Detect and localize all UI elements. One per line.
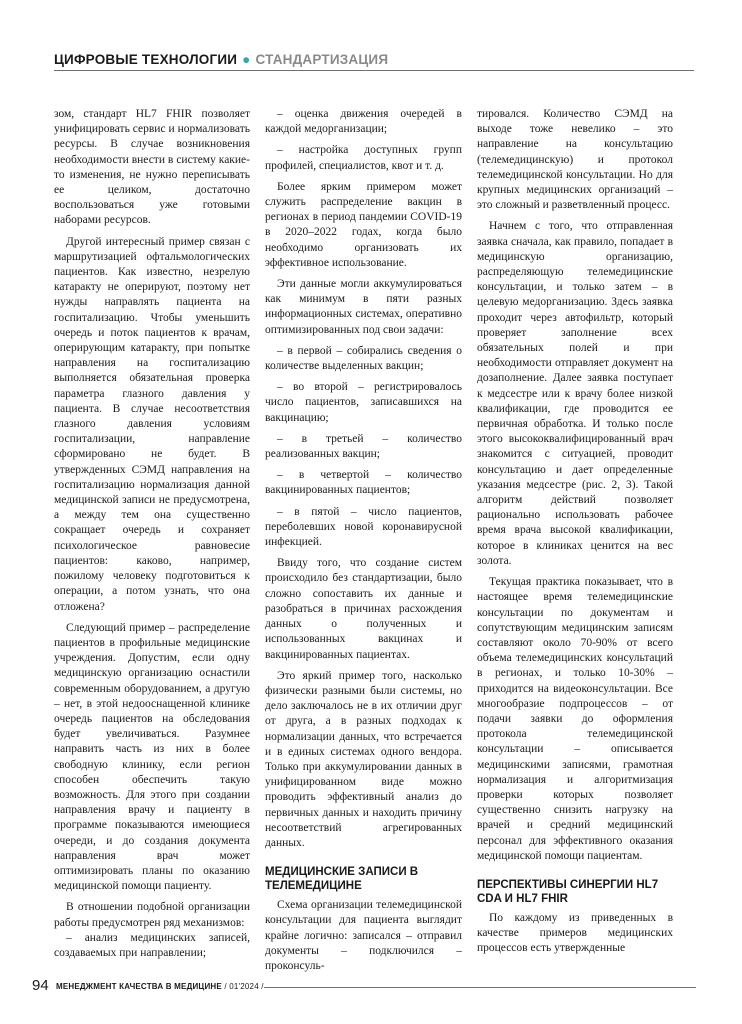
- text-column-2: [265, 107, 462, 974]
- list-item: – в пятой – число пациентов, переболевших новой коронавирусной инфекцией.: [265, 505, 462, 549]
- paragraph: Это яркий пример того, насколько физически разными были системы, но дело заключалось не в их отличии друг от друга, а в разных подходах к нормализации данных, что встречается и в единых системах одного вендора. Только при аккумулировании данных в унифицированном виде можно проводить эффективный анализ до первичных данных и находить причину несоответствий агрегированных данных.: [265, 669, 462, 849]
- paragraph: Другой интересный пример связан с маршрутизацией офтальмологических пациентов. Как известно, незрелую катаракту не оперируют, поэтому нет нужды направлять пациента на госпитализацию. Чтобы уменьшить очередь и поток пациентов к врачам, оперирующим катаракту, при попытке направления на госпитализацию выполняется обязательная проверка параметра глазного давления у пациента. В случае несоответствия глазного давления условиям госпитализации, направление сформировано не будет. В утвержденных СЭМД направления на госпитализацию нормализация данной медицинской записи не предусмотрена, а между тем она существенно сокращает очередь и сохраняет психологическое равновесие пациентов: каково, например, пожилому человеку подготовиться к операции, а потом узнать, что она отложена?: [54, 235, 250, 613]
- list-item: – оценка движения очередей в каждой медорганизации;: [265, 108, 462, 136]
- paragraph: Эти данные могли аккумулироваться как минимум в пяти разных информационных системах, оперативно оптимизированных под свои задачи:: [265, 278, 462, 336]
- journal-title: [56, 982, 264, 991]
- journal-issue: / 01'2024 /: [224, 982, 264, 991]
- subsection-label: СТАНДАРТИЗАЦИЯ: [255, 52, 389, 67]
- section-heading: ПЕРСПЕКТИВЫ СИНЕРГИИ HL7 CDA И HL7 FHIR: [477, 878, 659, 905]
- paragraph: Текущая практика показывает, что в настоящее время телемедицинские консультации по документам и сопутствующим медицинским записям составляют около 70-90% от всего объема телемедицинских консультаций в регионах, и только 10-30% – приходится на видеоконсультации. Все многообразие подпроцессов – от подачи заявки до оформления протокола телемедицинской консультации – описывается медицинскими записями, грамотная нормализация и алгоритмизация проверки которых позволяет существенно снизить нагрузку на врачей и средний медицинский персонал для эффективного оказания медицинской помощи пациентам.: [477, 576, 673, 862]
- text-column-3: [477, 107, 673, 957]
- list-item: – в четвертой – количество вакцинированных пациентов;: [265, 469, 462, 497]
- footer-rule: [264, 987, 696, 988]
- paragraph: В отношении подобной организации работы предусмотрен ряд механизмов:: [54, 901, 250, 929]
- text-column-1: [54, 107, 250, 961]
- list-item: – настройка доступных групп профилей, специалистов, квот и т. д.: [265, 144, 462, 172]
- separator-dot-icon: ●: [242, 52, 251, 67]
- list-item: – в первой – собирались сведения о количестве выделенных вакцин;: [265, 344, 462, 373]
- paragraph: тировался. Количество СЭМД на выходе тоже невелико – это направление на консультацию (телемедицинскую) и протокол телемедицинской консультации. Но для крупных медицинских организаций – это сложный и разветвленный процесс.: [477, 108, 673, 212]
- page-header: [54, 50, 694, 72]
- paragraph: Ввиду того, что создание систем происходило без стандартизации, было сложно сопоставить их данные и разобраться в причинах расхождения данных о полученных и использованных вакцинах и вакцинированных пациентах.: [265, 557, 462, 661]
- header-rule: [54, 70, 694, 71]
- paragraph: По каждому из приведенных в качестве примеров медицинских процессов есть утвержденные: [477, 911, 673, 955]
- section-label: ЦИФРОВЫЕ ТЕХНОЛОГИИ: [54, 52, 238, 67]
- paragraph: Более ярким примером может служить распределение вакцин в регионах в период пандемии COVID-19 в 2020–2022 годах, когда было необходимо организовать их эффективное использование.: [265, 180, 462, 269]
- journal-name: МЕНЕДЖМЕНТ КАЧЕСТВА В МЕДИЦИНЕ: [56, 982, 222, 991]
- running-head: [54, 52, 388, 67]
- paragraph: Следующий пример – распределение пациентов в профильные медицинские учреждения. Допустим, если одну медицинскую организацию оснастили современным оборудованием, а другую – нет, в этой недооснащенной клинике очередь пациентов на обследования будет увеличиваться. Разумнее направить часть из них в более свободную клинику, если регион способен обеспечить такую возможность. Для этого при создании направления врачу и пациенту в программе показываются имеющиеся очереди, и до создания документа направления врач может оптимизировать планы по оказанию медицинской помощи пациенту.: [54, 621, 250, 893]
- section-heading: МЕДИЦИНСКИЕ ЗАПИСИ В ТЕЛЕМЕДИЦИНЕ: [265, 866, 419, 893]
- paragraph: Начнем с того, что отправленная заявка сначала, как правило, попадает в медицинскую организацию, распределяющую телемедицинские консультации, и только затем – в целевую медорганизацию. Здесь заявка проходит через автофильтр, который проверяет заполнение всех обязательных полей и при необходимости отправляет документ на дозаполнение. Далее заявка поступает к медсестре или к врачу более низкой квалификации, где проводится ее первичная обработка. И только после этого высококвалифицированный врач знакомится с ситуацией, проводит консультацию и дает определенные указания медсестре (рис. 2, 3). Такой алгоритм действий позволяет рационально использовать рабочее время врача высокой квалификации, которое в клиниках ценится на вес золота.: [477, 220, 673, 567]
- list-item: – в третьей – количество реализованных вакцин;: [265, 432, 462, 461]
- list-item: – анализ медицинских записей, создаваемых при направлении;: [54, 931, 250, 959]
- page-footer: [32, 977, 696, 997]
- paragraph: зом, стандарт HL7 FHIR позволяет унифицировать сервис и нормализовать ресурсы. В случае возникновения необходимости внести в систему какие-то изменения, не нужно переписывать ее целиком, достаточно воспользоваться уже готовыми наборами ресурсов.: [54, 108, 250, 227]
- page-number: 94: [32, 977, 49, 994]
- paragraph: Схема организации телемедицинской консультации для пациента выглядит крайне логично: записался – отправил документы – подключился – проконсуль-: [265, 899, 462, 972]
- list-item: – во второй – регистрировалось число пациентов, записавшихся на вакцинацию;: [265, 381, 462, 424]
